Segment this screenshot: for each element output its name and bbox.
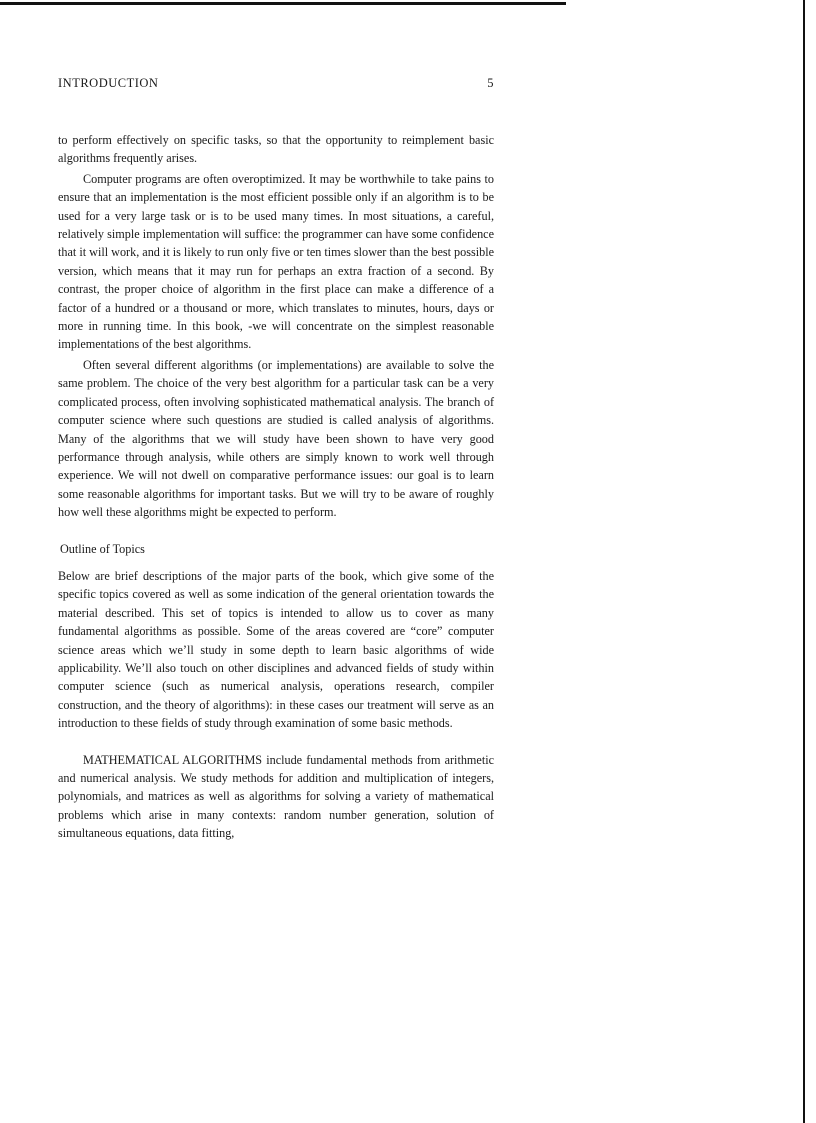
running-head: [58, 76, 494, 92]
paragraph-overoptimized: Computer programs are often overoptimized. It may be worthwhile to take pains to ensure that an implementation is the most efficient possible only if an algorithm is to be used for a very large task or is to be used many times. In most situations, a careful, relatively simple implementation will suffice: the programmer can have some confidence that it will work, and it is likely to run only five or ten times slower than the best possible version, which means that it may run for perhaps an extra fraction of a second. By contrast, the proper choice of algorithm in the first place can make a difference of a factor of a hundred or a thousand or more, which translates to minutes, hours, days or more in running time. In this book, -we will concentrate on the simplest reasonable implementations of the best algorithms.: [58, 171, 494, 352]
paragraph-continuation: to perform effectively on specific tasks, so that the opportunity to reimplement basic algorithms frequently arises.: [58, 133, 494, 166]
section-heading: Outline of Topics: [60, 541, 145, 556]
page-number: 5: [487, 76, 494, 90]
paragraph-mathematical-algorithms: MATHEMATICAL ALGORITHMS include fundamental methods from arithmetic and numerical analysis. We study methods for addition and multiplication of integers, polynomials, and matrices as well as algorithms for solving a variety of mathematical problems which arise in many contexts: random number generation, solution of simultaneous equations, data fitting,: [58, 752, 494, 841]
paragraph-outline: Below are brief descriptions of the major parts of the book, which give some of the specific topics covered as well as some indication of the general orientation towards the material described. This set of topics is intended to allow us to cover as many fundamental algorithms as possible. Some of the areas covered are “core” computer science areas which we’ll study in some depth to learn basic algorithms of wide applicability. We’ll also touch on other disciplines and advanced fields of study within computer science (such as numerical analysis, operations research, compiler construction, and the theory of algorithms): in these cases our treatment will serve as an introduction to these fields of study through examination of some basic methods.: [58, 568, 494, 731]
running-head-title: INTRODUCTION: [58, 76, 159, 90]
top-border-rule: [0, 2, 566, 5]
right-border-rule: [803, 0, 805, 1123]
paragraph-analysis: Often several different algorithms (or implementations) are available to solve the same problem. The choice of the very best algorithm for a particular task can be a very complicated process, often involving sophisticated mathematical analysis. The branch of computer science where such questions are studied is called analysis of algorithms. Many of the algorithms that we will study have been shown to have very good performance through analysis, while others are simply known to work well through experience. We will not dwell on comparative performance issues: our goal is to learn some reasonable algorithms for important tasks. But we will try to be aware of roughly how well these algorithms might be expected to perform.: [58, 357, 494, 520]
page-body: [58, 131, 494, 843]
